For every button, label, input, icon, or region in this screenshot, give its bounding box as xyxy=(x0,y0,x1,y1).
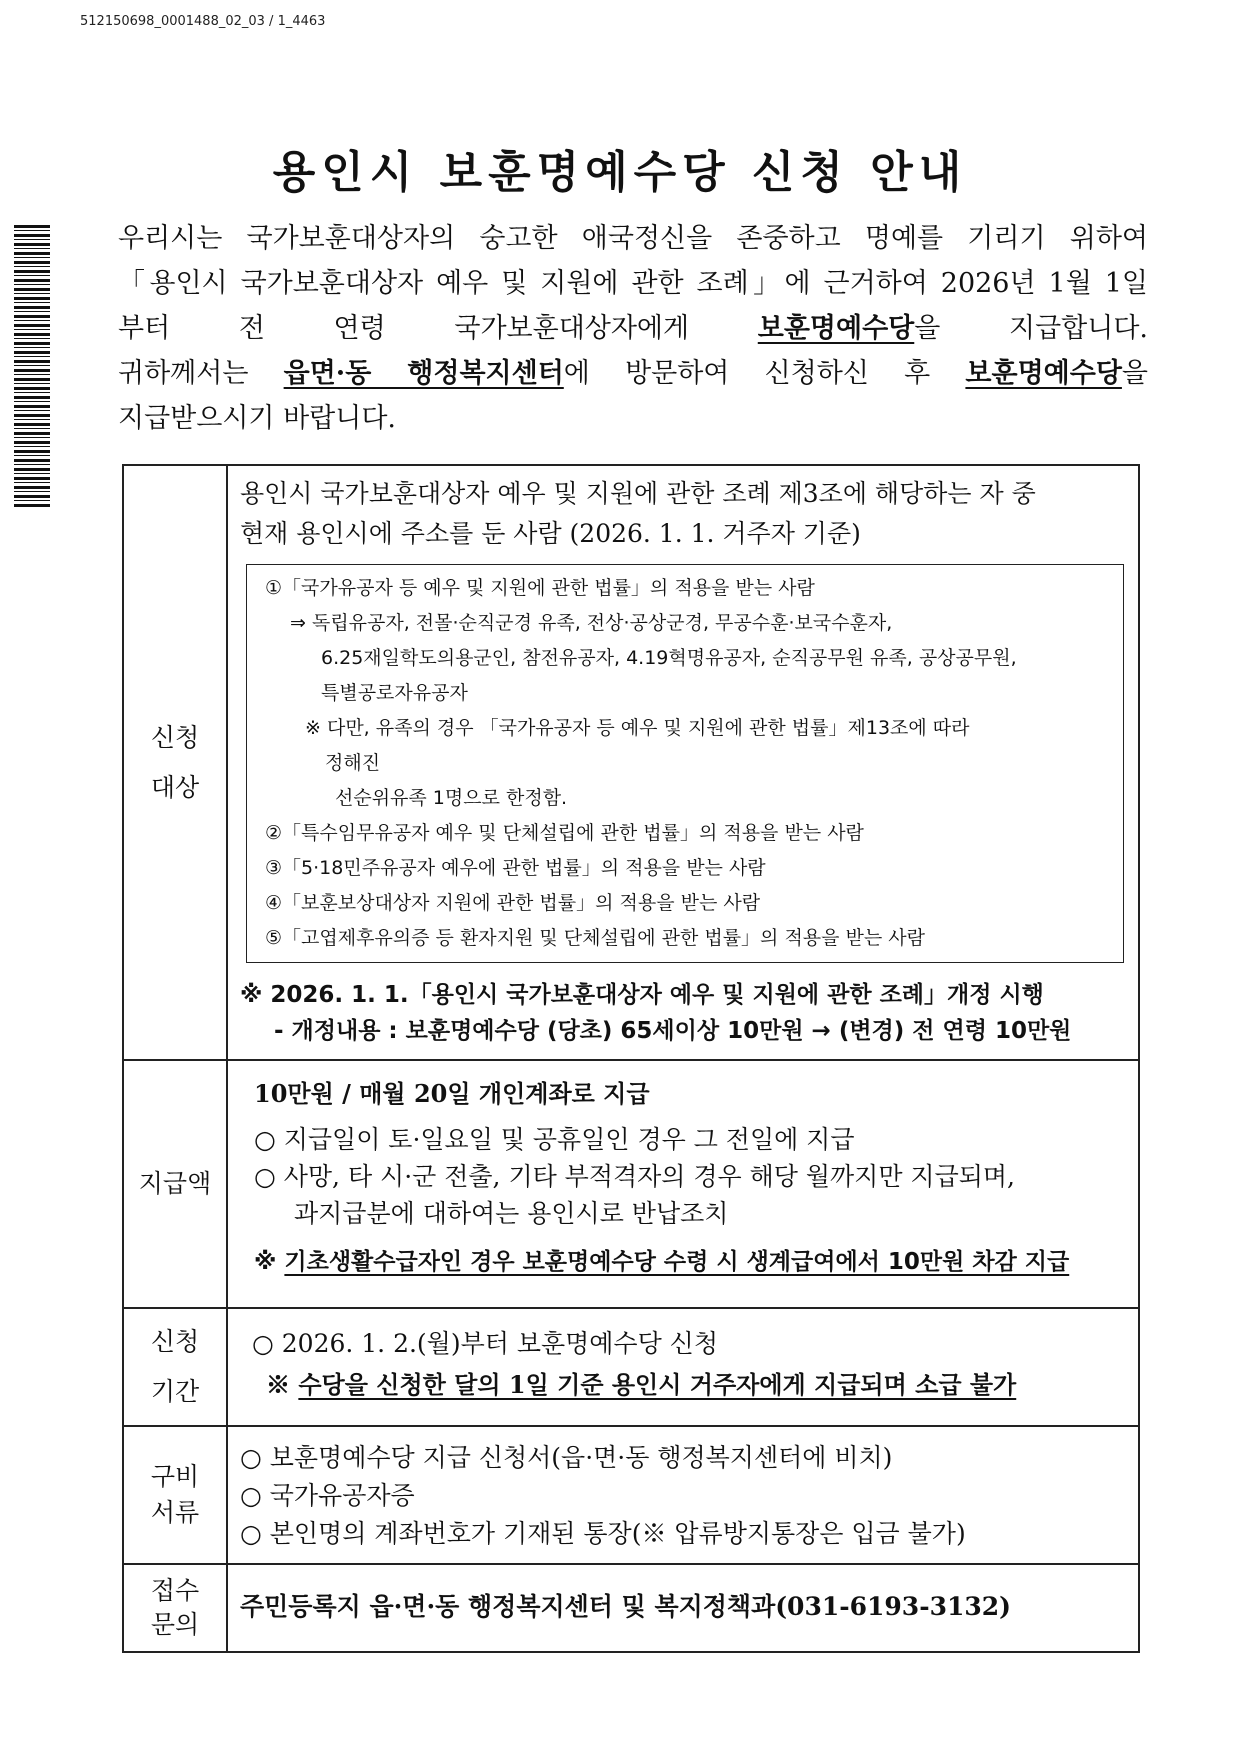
document-item: ○ 국가유공자증 xyxy=(240,1481,415,1510)
document-id: 512150698_0001488_02_03 / 1_4463 xyxy=(80,14,326,29)
note-mark: ※ xyxy=(266,1370,290,1399)
amount-heading: 10만원 / 매월 20일 개인계좌로 지급 xyxy=(254,1079,650,1108)
period-label xyxy=(123,1308,227,1426)
contact-content xyxy=(227,1564,1139,1652)
intro-text: 을 xyxy=(1121,358,1148,389)
label-line: 기간 xyxy=(150,1377,200,1406)
intro-line xyxy=(118,306,1148,351)
target-content xyxy=(227,465,1139,1060)
contact-text: 주민등록지 읍·면·동 행정복지센터 및 복지정책과(031-6193-3132) xyxy=(240,1592,1011,1621)
intro-line: 우리시는 국가보훈대상자의 숭고한 애국정신을 존중하고 명예를 기리기 위하여 xyxy=(118,223,1148,254)
note-mark: ※ xyxy=(254,1249,277,1275)
list-item-detail: 특별공로자유공자 xyxy=(321,682,468,704)
list-item: ①「국가유공자 등 예우 및 지원에 관한 법률」의 적용을 받는 사람 xyxy=(265,577,815,599)
target-heading xyxy=(240,474,1124,554)
heading-line: 현재 용인시에 주소를 둔 사람 (2026. 1. 1. 거주자 기준) xyxy=(240,519,861,548)
list-item-note: 정해진 xyxy=(325,752,381,774)
label-line: 대상 xyxy=(150,772,200,802)
list-item-detail: ⇒ 독립유공자, 전몰·순직군경 유족, 전상·공상군경, 무공수훈·보국수훈자, xyxy=(290,612,893,634)
period-content xyxy=(227,1308,1139,1426)
document-item: ○ 보훈명예수당 지급 신청서(읍·면·동 행정복지센터에 비치) xyxy=(240,1443,893,1472)
bullet-item: ○ 사망, 타 시·군 전출, 기타 부적격자의 경우 해당 월까지만 지급되며, xyxy=(254,1162,1015,1191)
bullet-item-cont: 과지급분에 대하여는 용인시로 반납조치 xyxy=(294,1199,729,1228)
period-bullet: ○ 2026. 1. 2.(월)부터 보훈명예수당 신청 xyxy=(252,1329,718,1358)
list-item: ③「5·18민주유공자 예우에 관한 법률」의 적용을 받는 사람 xyxy=(265,857,766,879)
revision-line: ※ 2026. 1. 1.「용인시 국가보훈대상자 예우 및 지원에 관한 조례」개정 시행 xyxy=(240,982,1044,1008)
label-line: 구비 xyxy=(150,1462,200,1491)
label-line: 지급액 xyxy=(138,1169,212,1198)
list-item-detail: 6.25재일학도의용군인, 참전유공자, 4.19혁명유공자, 순직공무원 유족, 공상공무원, xyxy=(321,647,1017,669)
intro-text: 에 방문하여 신청하신 후 xyxy=(563,358,966,389)
revision-note xyxy=(240,977,1124,1049)
revision-line: - 개정내용 : 보훈명예수당 (당초) 65세이상 10만원 → (변경) 전 연령 10만원 xyxy=(274,1018,1072,1044)
intro-text: 을 지급합니다. xyxy=(914,313,1148,344)
intro-line: 지급받으시기 바랍니다. xyxy=(118,403,396,434)
heading-line: 용인시 국가보훈대상자 예우 및 지원에 관한 조례 제3조에 해당하는 자 중 xyxy=(240,479,1036,508)
page-title: 용인시 보훈명예수당 신청 안내 xyxy=(272,147,968,198)
intro-paragraph xyxy=(118,216,1148,441)
list-item-note: 선순위유족 1명으로 한정함. xyxy=(335,787,568,809)
label-line: 신청 xyxy=(150,722,200,752)
period-note xyxy=(240,1365,1124,1405)
eligibility-list xyxy=(246,564,1124,963)
documents-row xyxy=(123,1426,1139,1564)
target-label xyxy=(123,465,227,1060)
allowance-name-emphasis: 보훈명예수당 xyxy=(965,358,1122,389)
list-item: ④「보훈보상대상자 지원에 관한 법률」의 적용을 받는 사람 xyxy=(265,892,761,914)
intro-line: 「용인시 국가보훈대상자 예우 및 지원에 관한 조례」에 근거하여 2026년 1월 1일 xyxy=(118,268,1148,299)
intro-line xyxy=(118,351,1148,396)
documents-label xyxy=(123,1426,227,1564)
label-line: 접수 xyxy=(150,1576,200,1605)
list-item: ②「특수임무유공자 예우 및 단체설립에 관한 법률」의 적용을 받는 사람 xyxy=(265,822,864,844)
amount-row xyxy=(123,1060,1139,1308)
info-table xyxy=(122,464,1140,1653)
allowance-name-emphasis: 보훈명예수당 xyxy=(757,313,915,344)
document-item: ○ 본인명의 계좌번호가 기재된 통장(※ 압류방지통장은 입금 불가) xyxy=(240,1519,966,1548)
label-line: 신청 xyxy=(150,1327,200,1356)
documents-content xyxy=(227,1426,1139,1564)
intro-text: 귀하께서는 xyxy=(118,358,284,389)
list-item-note: ※ 다만, 유족의 경우 「국가유공자 등 예우 및 지원에 관한 법률」제13조에 따라 xyxy=(305,717,970,739)
amount-bullets xyxy=(240,1121,1124,1232)
contact-label xyxy=(123,1564,227,1652)
target-row xyxy=(123,465,1139,1060)
barcode-strip xyxy=(14,225,50,509)
list-item: ⑤「고엽제후유의증 등 환자지원 및 단체설립에 관한 법률」의 적용을 받는 사람 xyxy=(265,927,926,949)
amount-note xyxy=(240,1232,1124,1286)
bullet-item: ○ 지급일이 토·일요일 및 공휴일인 경우 그 전일에 지급 xyxy=(254,1125,855,1154)
center-name-emphasis: 읍면·동 행정복지센터 xyxy=(283,358,564,389)
label-line: 서류 xyxy=(150,1498,200,1527)
intro-text: 부터 전 연령 국가보훈대상자에게 xyxy=(118,313,758,344)
contact-row xyxy=(123,1564,1139,1652)
note-text: 기초생활수급자인 경우 보훈명예수당 수령 시 생계급여에서 10만원 차감 지급 xyxy=(284,1249,1070,1275)
label-line: 문의 xyxy=(150,1610,200,1639)
note-text: 수당을 신청한 달의 1일 기준 용인시 거주자에게 지급되며 소급 불가 xyxy=(298,1370,1017,1399)
amount-label xyxy=(123,1060,227,1308)
amount-content xyxy=(227,1060,1139,1308)
period-row xyxy=(123,1308,1139,1426)
